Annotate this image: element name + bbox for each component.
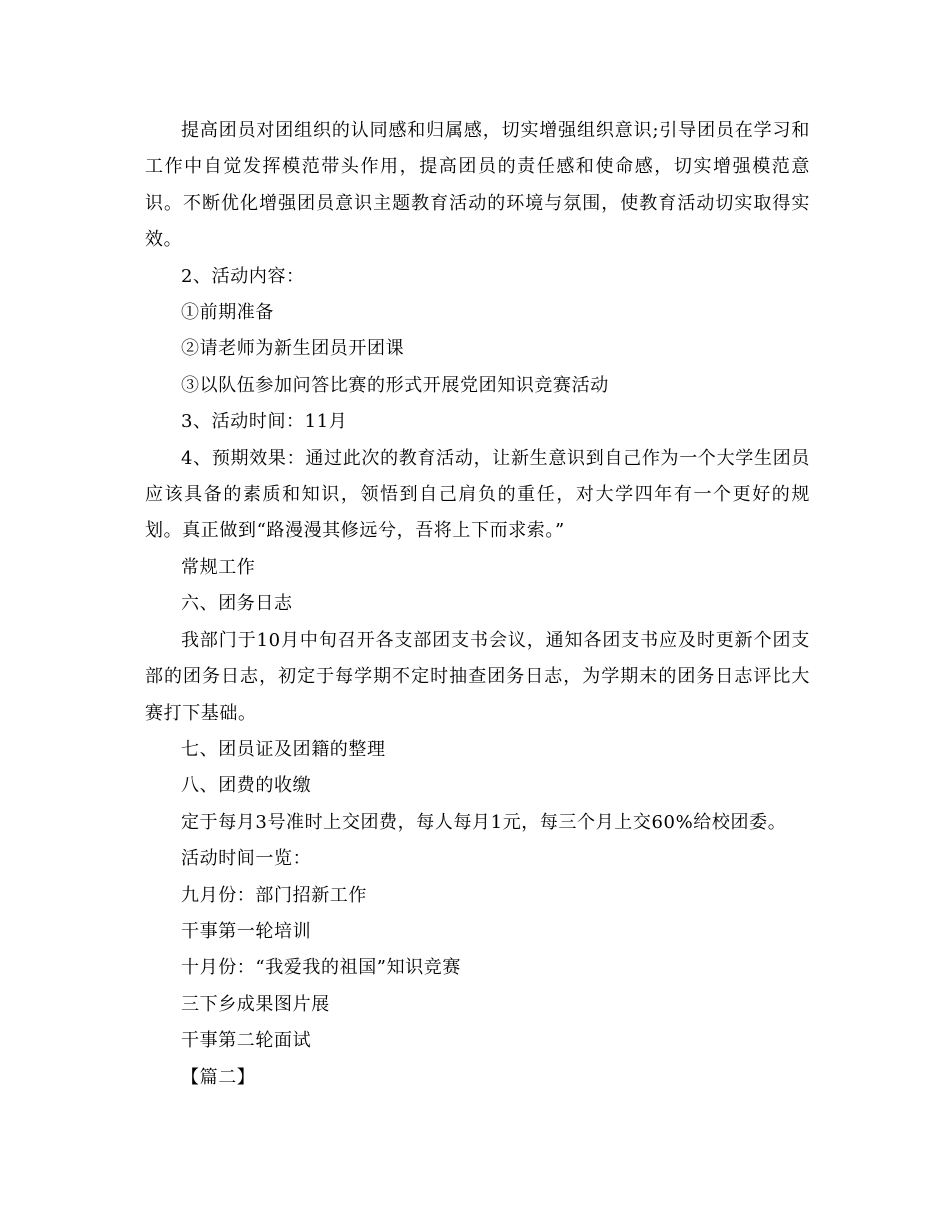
schedule-item-october: 十月份：“我爱我的祖国”知识竞赛 xyxy=(181,957,462,979)
list-item-preparation: ①前期准备 xyxy=(181,302,274,324)
schedule-item-second-interview: 干事第二轮面试 xyxy=(181,1030,312,1052)
section-heading-part-two: 【篇二】 xyxy=(181,1066,256,1088)
section-heading-league-log: 六、团务日志 xyxy=(181,593,293,615)
document-body xyxy=(145,113,810,1096)
schedule-item-photo-exhibition: 三下乡成果图片展 xyxy=(181,993,330,1015)
section-heading-member-cards: 七、团员证及团籍的整理 xyxy=(181,738,386,760)
section-heading-routine-work: 常规工作 xyxy=(181,556,256,578)
paragraph-league-log: 我部门于10月中旬召开各支部团支书会议，通知各团支书应及时更新个团支部的团务日志，初定于每学期不定时抽查团务日志，为学期末的团务日志评比大赛打下基础。 xyxy=(145,629,810,724)
list-item-knowledge-contest: ③以队伍参加问答比赛的形式开展党团知识竞赛活动 xyxy=(181,374,609,396)
schedule-item-september: 九月份：部门招新工作 xyxy=(181,884,367,906)
paragraph-goal: 提高团员对团组织的认同感和归属感，切实增强组织意识;引导团员在学习和工作中自觉发挥模范带头作用，提高团员的责任感和使命感，切实增强模范意识。不断优化增强团员意识主题教育活动的环境与氛围，使教育活动切实取得实效。 xyxy=(145,120,810,251)
section-heading-fee-collection: 八、团费的收缴 xyxy=(181,775,312,797)
paragraph-fee-collection: 定于每月3号准时上交团费，每人每月1元，每三个月上交60%给校团委。 xyxy=(181,811,787,833)
paragraph-activity-time: 3、活动时间：11月 xyxy=(181,411,348,433)
list-item-league-lecture: ②请老师为新生团员开团课 xyxy=(181,338,405,360)
schedule-item-first-training: 干事第一轮培训 xyxy=(181,920,312,942)
paragraph-activity-content-heading: 2、活动内容： xyxy=(181,265,305,287)
paragraph-expected-effect: 4、预期效果：通过此次的教育活动，让新生意识到自己作为一个大学生团员应该具备的素质和知识，领悟到自己肩负的重任，对大学四年有一个更好的规划。真正做到“路漫漫其修远兮，吾将上下而求索。” xyxy=(145,447,810,542)
paragraph-schedule-heading: 活动时间一览： xyxy=(181,848,312,870)
